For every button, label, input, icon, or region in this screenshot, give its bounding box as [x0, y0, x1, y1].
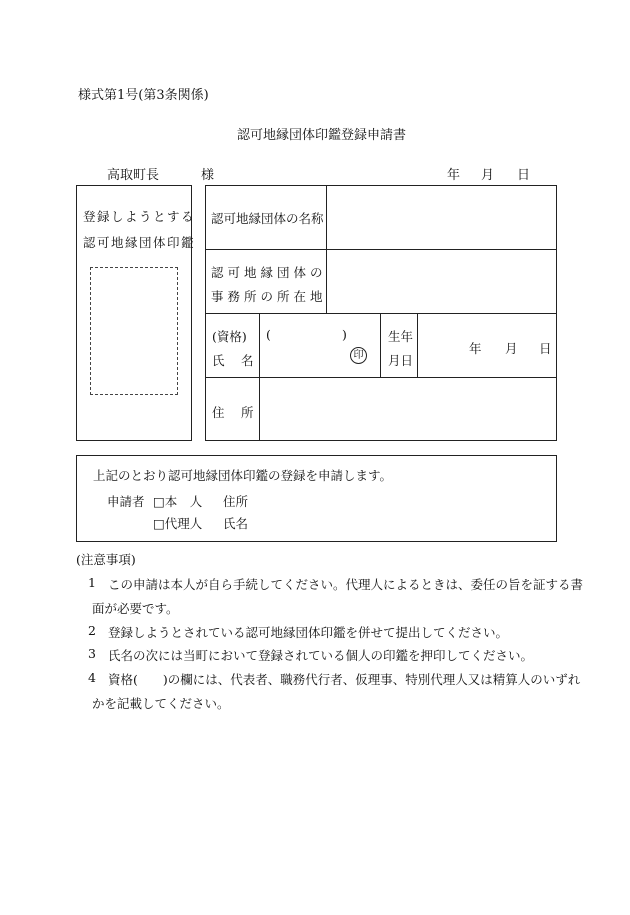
birth-month[interactable]: 月 — [505, 341, 518, 356]
honorific: 様 — [201, 168, 215, 183]
date-month[interactable]: 月 — [481, 168, 495, 183]
table-divider — [205, 249, 557, 250]
applicant-label: 申請者 — [107, 494, 145, 509]
note-1-line1: この申請は本人が自ら手続してください。代理人によるときは、委任の旨を証する書 — [108, 577, 584, 592]
address-label: 住 所 — [212, 405, 254, 420]
form-title: 認可地縁団体印鑑登録申請書 — [237, 128, 407, 143]
note-number: 2 — [88, 623, 96, 638]
qualification-input[interactable] — [275, 324, 339, 342]
note-2-line1: 登録しようとされている認可地縁団体印鑑を併せて提出してください。 — [108, 625, 509, 640]
org-name-label: 認可地縁団体の名称 — [211, 211, 324, 226]
applicant-name-input[interactable] — [262, 347, 348, 369]
seal-box-label-line2: 認可地縁団体印鑑 — [83, 235, 196, 250]
applicant-self-checkbox[interactable]: □本 人 — [153, 494, 203, 509]
date-day[interactable]: 日 — [517, 168, 531, 183]
form-number: 様式第1号(第3条関係) — [78, 88, 209, 103]
name-label: 氏 名 — [212, 353, 254, 368]
org-name-field[interactable] — [328, 187, 555, 247]
qualification-label: (資格) — [212, 329, 247, 344]
note-3-line1: 氏名の次には当町において登録されている個人の印鑑を押印してください。 — [108, 648, 534, 663]
table-divider — [380, 313, 381, 377]
declaration-address-label: 住所 — [223, 494, 249, 509]
note-number: 4 — [88, 670, 96, 685]
birth-label-line2: 月日 — [388, 353, 414, 368]
addressee: 高取町長 — [107, 168, 160, 183]
applicant-agent-checkbox[interactable]: □代理人 — [153, 516, 203, 531]
seal-mark-icon: 印 — [350, 347, 367, 364]
office-label-line2: 事務所の所在地 — [211, 289, 327, 304]
date-year[interactable]: 年 — [447, 168, 461, 183]
office-address-field[interactable] — [328, 251, 555, 311]
note-number: 1 — [88, 575, 96, 590]
note-number: 3 — [88, 646, 96, 661]
notes-heading: (注意事項) — [76, 552, 136, 567]
seal-impression-area[interactable] — [90, 267, 178, 395]
address-field[interactable] — [261, 379, 555, 439]
table-divider — [205, 313, 557, 314]
note-4-line2: かを記載してください。 — [92, 696, 230, 711]
declaration-name-label: 氏名 — [223, 516, 249, 531]
birth-day[interactable]: 日 — [539, 341, 552, 356]
table-divider — [205, 377, 557, 378]
note-4-line1: 資格( )の欄には、代表者、職務代行者、仮理事、特別代理人又は精算人のいずれ — [108, 672, 581, 687]
qualification-paren-open: ( — [266, 327, 271, 342]
qualification-paren-close: ) — [342, 327, 347, 342]
seal-box-label-line1: 登録しようとする — [83, 209, 196, 224]
birth-label-line1: 生年 — [388, 329, 414, 344]
birth-year[interactable]: 年 — [469, 341, 482, 356]
note-1-line2: 面が必要です。 — [92, 601, 179, 616]
table-divider — [259, 313, 260, 441]
declaration-statement: 上記のとおり認可地縁団体印鑑の登録を申請します。 — [93, 468, 393, 483]
office-label-line1: 認可地縁団体の — [211, 265, 327, 280]
table-divider — [417, 313, 418, 377]
